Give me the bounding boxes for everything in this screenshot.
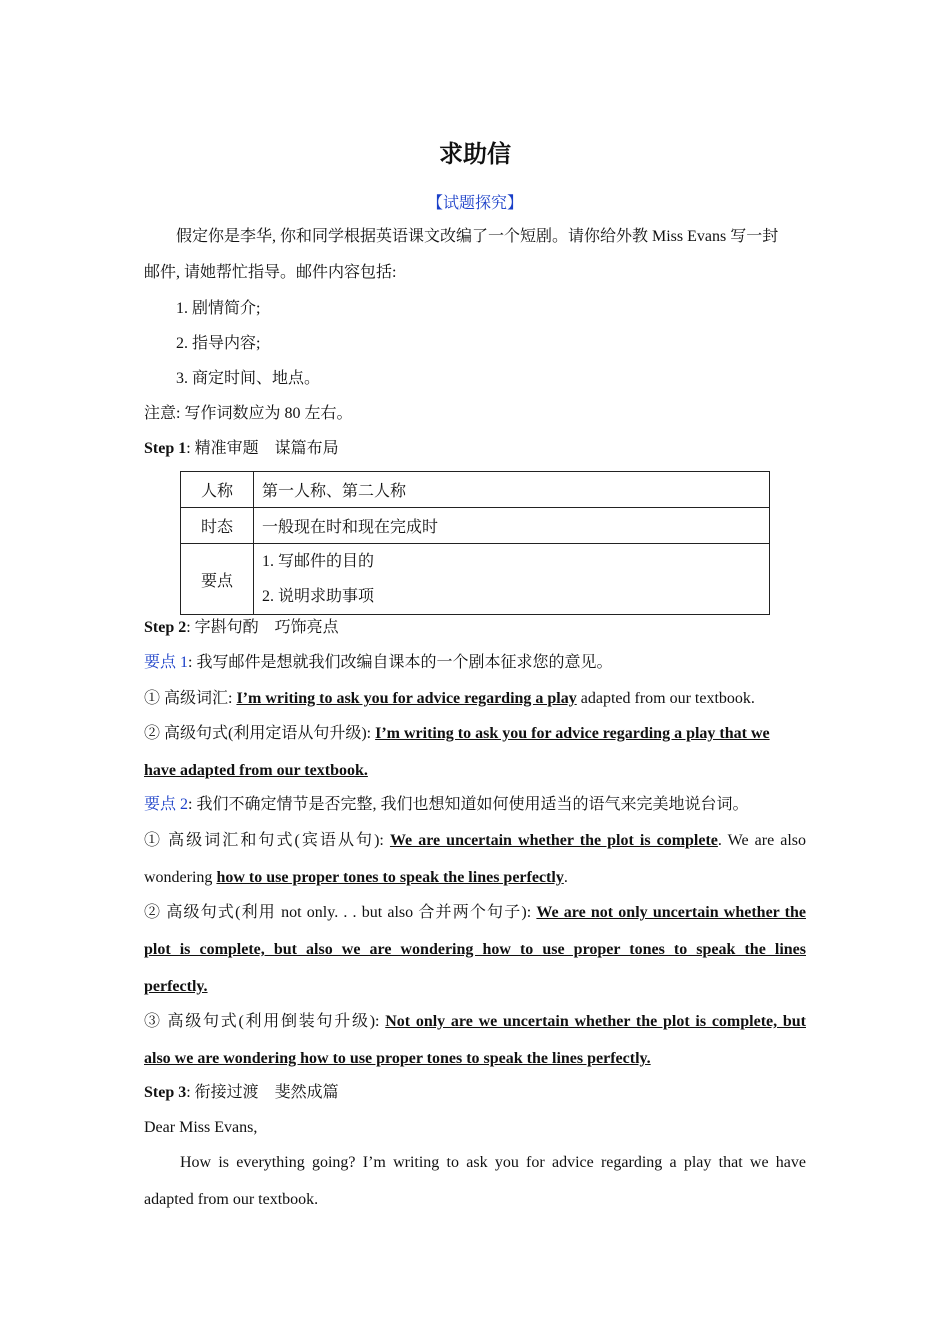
point1-heading: [144, 652, 806, 674]
step2-text: : 字斟句酌 巧饰亮点: [186, 619, 339, 636]
rest: . We are also: [717, 832, 807, 849]
prompt-line-1: 假定你是李华, 你和同学根据英语课文改编了一个短剧。请你给外教 Miss Evans 写一封: [176, 228, 779, 245]
person-value: 第一人称、第二人称: [254, 472, 770, 508]
point-2: 2. 说明求助事项: [262, 588, 375, 605]
answer-bold: also we are wondering how to use proper tones to speak the lines perfectly.: [144, 1050, 651, 1067]
letter-body-line2: adapted from our textbook.: [144, 1191, 319, 1208]
answer-bold: Not only are we uncertain whether the plot is complete, but: [385, 1013, 806, 1030]
table-row: [181, 508, 770, 544]
step3-heading: [144, 1082, 806, 1104]
prompt-line-2: 邮件, 请她帮忙指导。邮件内容包括:: [144, 264, 397, 281]
letter-body-line1: How is everything going? I’m writing to ask you for advice regarding a play that we have: [180, 1154, 806, 1171]
prefix: ① 高级词汇和句式(宾语从句):: [144, 832, 390, 849]
analysis-table: [180, 471, 770, 615]
step1-text: : 精准审题 谋篇布局: [186, 440, 339, 457]
page-title: 求助信: [439, 140, 511, 168]
letter-greeting: Dear Miss Evans,: [144, 1119, 258, 1136]
point1-clause-line1: [144, 723, 806, 745]
prompt-item-3: 3. 商定时间、地点。: [176, 370, 321, 387]
section-label: 【试题探究】: [426, 195, 523, 212]
prefix: ② 高级句式(利用 not only. . . but also 合并两个句子):: [144, 904, 537, 921]
tense-value: 一般现在时和现在完成时: [254, 508, 770, 544]
person-key: 人称: [181, 472, 254, 508]
prompt-item-2: 2. 指导内容;: [176, 335, 261, 352]
point2-b-line1: [144, 902, 806, 924]
point2-label: 要点 2: [144, 796, 189, 813]
point2-text: : 我们不确定情节是否完整, 我们也想知道如何使用适当的语气来完美地说台词。: [188, 796, 749, 813]
prompt-note: 注意: 写作词数应为 80 左右。: [144, 405, 353, 422]
step2-heading: [144, 617, 806, 639]
tense-key: 时态: [181, 508, 254, 544]
step1-heading: [144, 438, 806, 460]
point2-a-line1: [144, 830, 806, 852]
answer-bold: how to use proper tones to speak the lines perfectly: [216, 869, 564, 886]
point2-a-line2: [144, 867, 806, 889]
point1-vocab: [144, 688, 806, 710]
point1-clause-line2: [144, 760, 806, 782]
answer-bold: We are uncertain whether the plot is complete: [389, 832, 718, 849]
prefix: wondering: [144, 869, 217, 886]
point2-c-line2: [144, 1048, 806, 1070]
table-row: [181, 544, 770, 615]
point2-c-line1: [144, 1011, 806, 1033]
answer-bold: We are not only uncertain whether the: [536, 904, 806, 921]
point2-heading: [144, 794, 806, 816]
prefix: ① 高级词汇:: [144, 690, 237, 707]
point1-label: 要点 1: [144, 654, 189, 671]
step1-label: Step 1: [144, 440, 187, 457]
point-1: 1. 写邮件的目的: [262, 553, 375, 570]
points-key: 要点: [181, 544, 254, 615]
point1-text: : 我写邮件是想就我们改编自课本的一个剧本征求您的意见。: [188, 654, 613, 671]
point2-b-line2: [144, 939, 806, 961]
answer-bold: I’m writing to ask you for advice regarding a play that we: [375, 725, 770, 742]
point2-b-line3: [144, 976, 806, 998]
rest: .: [563, 869, 568, 886]
answer-bold: plot is complete, but also we are wondering how to use proper tones to speak the lines: [144, 941, 806, 958]
table-row: [181, 472, 770, 508]
answer-bold: perfectly.: [144, 978, 208, 995]
step3-label: Step 3: [144, 1084, 187, 1101]
answer-bold: have adapted from our textbook.: [144, 762, 368, 779]
rest: adapted from our textbook.: [576, 690, 755, 707]
prefix: ③ 高级句式(利用倒装句升级):: [144, 1013, 386, 1030]
prompt-item-1: 1. 剧情简介;: [176, 300, 261, 317]
step2-label: Step 2: [144, 619, 187, 636]
points-value: [254, 544, 770, 615]
answer-bold: I’m writing to ask you for advice regarding a play: [236, 690, 577, 707]
step3-text: : 衔接过渡 斐然成篇: [186, 1084, 339, 1101]
prefix: ② 高级句式(利用定语从句升级):: [144, 725, 376, 742]
